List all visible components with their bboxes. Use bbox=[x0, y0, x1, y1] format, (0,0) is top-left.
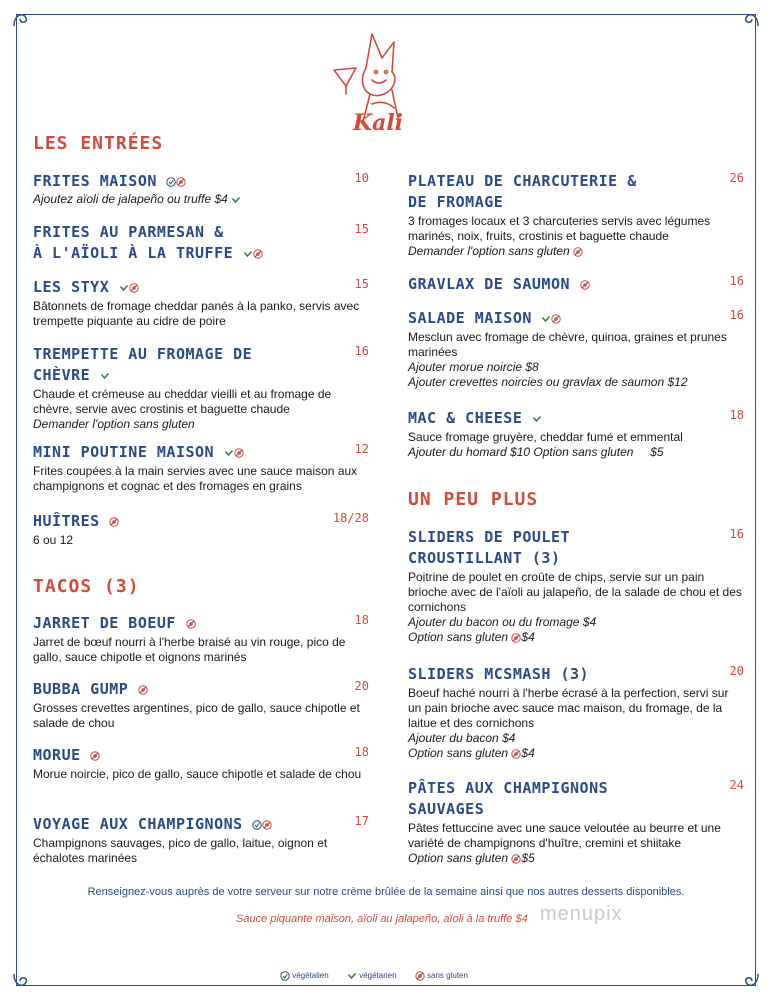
vegetarian-icon bbox=[224, 448, 234, 458]
item-name-line2: À L'AÏOLI À LA TRUFFE bbox=[33, 244, 234, 262]
item-description: Pâtes fettuccine avec une sauce veloutée au beurre et une variété de champignons d'huître, cremini et shiitake bbox=[408, 821, 721, 850]
item-note: Option sans gluten bbox=[408, 851, 509, 865]
gluten-free-icon bbox=[138, 685, 148, 695]
item-name: TREMPETTE AU FROMAGE DE bbox=[33, 345, 253, 363]
vegetarian-icon bbox=[231, 195, 241, 205]
gluten-free-icon bbox=[253, 249, 263, 259]
corner-flourish-icon bbox=[740, 970, 762, 992]
section-title-tacos: TACOS (3) bbox=[33, 576, 140, 597]
menu-item bbox=[408, 408, 744, 460]
item-name: JARRET DE BOEUF bbox=[33, 614, 176, 632]
item-description: Chaude et crémeuse au cheddar vieilli et au fromage de chèvre, servie avec crostinis et baguette chaude bbox=[33, 387, 332, 416]
corner-flourish-icon bbox=[740, 8, 762, 30]
item-price: 24 bbox=[729, 778, 744, 792]
menu-item bbox=[33, 277, 369, 329]
item-note: Ajouter du bacon $4 bbox=[408, 731, 516, 745]
item-price: 15 bbox=[354, 277, 369, 291]
item-name-line2: CROUSTILLANT (3) bbox=[408, 549, 561, 567]
menu-item bbox=[408, 527, 744, 645]
item-name: SLIDERS MCSMASH (3) bbox=[408, 665, 590, 683]
menu-item bbox=[33, 442, 369, 494]
menu-item bbox=[33, 613, 369, 665]
vegetarian-icon bbox=[532, 414, 542, 424]
item-name-line2: SAUVAGES bbox=[408, 800, 485, 818]
gluten-free-icon bbox=[109, 517, 119, 527]
gluten-free-icon bbox=[176, 177, 186, 187]
item-name: FRITES MAISON bbox=[33, 172, 157, 190]
menu-item bbox=[408, 664, 744, 761]
item-name: LES STYX bbox=[33, 278, 110, 296]
menu-item bbox=[33, 222, 369, 264]
item-name: BUBBA GUMP bbox=[33, 680, 129, 698]
item-name: MINI POUTINE MAISON bbox=[33, 443, 215, 461]
kali-dog-logo bbox=[332, 28, 422, 140]
item-price: 18 bbox=[729, 408, 744, 422]
item-price: 20 bbox=[354, 679, 369, 693]
item-name: PÂTES AUX CHAMPIGNONS bbox=[408, 779, 609, 797]
section-title-entrees: LES ENTRÉES bbox=[33, 133, 164, 154]
vegetarian-icon bbox=[100, 371, 110, 381]
watermark: menupix bbox=[540, 903, 623, 925]
menu-item bbox=[33, 511, 369, 548]
desserts-note: Renseignez-vous auprès de votre serveur sur notre crème brûlée de la semaine ainsi que nos autres desserts disponibles. bbox=[87, 886, 685, 898]
item-price: 26 bbox=[729, 171, 744, 185]
item-name: SLIDERS DE POULET bbox=[408, 528, 571, 546]
item-price: 18 bbox=[354, 745, 369, 759]
vegetarian-icon bbox=[541, 314, 551, 324]
menu-item bbox=[408, 274, 744, 295]
item-price: 20 bbox=[729, 664, 744, 678]
diet-legend bbox=[280, 971, 484, 981]
corner-flourish-icon bbox=[10, 8, 32, 30]
item-description: Frites coupées à la main servies avec une sauce maison aux champignons et cognac et des fromages en grains bbox=[33, 464, 358, 493]
item-price: 16 bbox=[729, 527, 744, 541]
item-price: 18 bbox=[354, 613, 369, 627]
item-note: Demander l'option sans gluten bbox=[33, 417, 195, 431]
item-price: 15 bbox=[354, 222, 369, 236]
item-name: VOYAGE AUX CHAMPIGNONS bbox=[33, 815, 243, 833]
item-name: MAC & CHEESE bbox=[408, 409, 523, 427]
item-name: GRAVLAX DE SAUMON bbox=[408, 275, 571, 293]
gluten-free-icon bbox=[511, 749, 521, 759]
gluten-free-icon bbox=[415, 971, 425, 981]
vegetarian-icon bbox=[347, 971, 357, 981]
item-description: Mesclun avec fromage de chèvre, quinoa, graines et prunes marinées bbox=[408, 330, 727, 359]
item-description: Jarret de bœuf nourri à l'herbe braisé au vin rouge, pico de gallo, sauce chipotle et oignons marinés bbox=[33, 635, 346, 664]
gluten-free-icon bbox=[129, 283, 139, 293]
menu-item bbox=[33, 745, 369, 782]
sauce-note: Sauce piquante maison, aïoli au jalapeño, aïoli à la truffe $4 bbox=[236, 913, 528, 925]
item-price: 16 bbox=[729, 308, 744, 322]
gluten-free-icon bbox=[551, 314, 561, 324]
vegan-icon bbox=[252, 820, 262, 830]
item-note: Ajouter morue noircie $8 bbox=[408, 360, 539, 374]
item-note: Ajouter du bacon ou du fromage $4 bbox=[408, 615, 597, 629]
legend-vegetarian: végétarien bbox=[359, 971, 397, 981]
item-name: PLATEAU DE CHARCUTERIE & bbox=[408, 172, 637, 190]
item-description: 6 ou 12 bbox=[33, 533, 74, 547]
item-name: HUÎTRES bbox=[33, 512, 100, 530]
item-description: Grosses crevettes argentines, pico de gallo, sauce chipotle et salade de chou bbox=[33, 701, 360, 730]
menu-item bbox=[33, 344, 369, 432]
vegan-icon bbox=[166, 177, 176, 187]
item-name-line2: DE FROMAGE bbox=[408, 193, 504, 211]
vegetarian-icon bbox=[243, 249, 253, 259]
item-name-line2: CHÈVRE bbox=[33, 366, 91, 384]
menu-item bbox=[408, 171, 744, 259]
menu-item bbox=[33, 814, 369, 866]
corner-flourish-icon bbox=[10, 970, 32, 992]
gluten-free-icon bbox=[90, 751, 100, 761]
section-title-un-peu-plus: UN PEU PLUS bbox=[408, 489, 539, 510]
legend-gluten-free: sans gluten bbox=[427, 971, 468, 981]
item-note-price: $5 bbox=[650, 445, 664, 459]
menu-item bbox=[408, 778, 744, 866]
vegan-icon bbox=[280, 971, 290, 981]
item-price: 12 bbox=[354, 442, 369, 456]
item-price: 16 bbox=[354, 344, 369, 358]
menu-item bbox=[408, 308, 744, 390]
item-note: Ajouter crevettes noircies ou gravlax de saumon $12 bbox=[408, 375, 688, 389]
logo-text: Kali bbox=[352, 110, 404, 136]
item-name: MORUE bbox=[33, 746, 81, 764]
item-note: Option sans gluten bbox=[408, 746, 509, 760]
menu-item bbox=[33, 171, 369, 207]
item-price: 18/28 bbox=[332, 511, 369, 525]
item-note: Demander l'option sans gluten bbox=[408, 244, 570, 258]
item-description: Bâtonnets de fromage cheddar panés à la panko, servis avec trempette piquante au cidre de poire bbox=[33, 299, 360, 328]
item-description: Poitrine de poulet en croûte de chips, servie sur un pain brioche avec de l'aïoli au jalapeño, de la salade de chou et des cornichons bbox=[408, 570, 742, 614]
vegetarian-icon bbox=[119, 283, 129, 293]
item-note: Ajoutez aïoli de jalapeño ou truffe $4 bbox=[33, 192, 228, 206]
item-price: 16 bbox=[729, 274, 744, 288]
item-price: 17 bbox=[354, 814, 369, 828]
item-name: SALADE MAISON bbox=[408, 309, 532, 327]
item-note: Ajouter du homard $10 Option sans gluten bbox=[408, 445, 634, 459]
item-description: 3 fromages locaux et 3 charcuteries servis avec légumes marinés, noix, fruits, crostinis et baguette chaude bbox=[408, 214, 711, 243]
gluten-free-icon bbox=[262, 820, 272, 830]
item-note-price: $4 bbox=[521, 746, 535, 760]
item-description: Champignons sauvages, pico de gallo, laitue, oignon et échalotes marinées bbox=[33, 836, 328, 865]
item-note-price: $5 bbox=[521, 851, 535, 865]
item-description: Boeuf haché nourri à l'herbe écrasé à la perfection, servi sur un pain brioche avec sauce mac maison, du fromage, de la laitue et des cornichons bbox=[408, 686, 729, 730]
menu-item bbox=[33, 679, 369, 731]
gluten-free-icon bbox=[573, 247, 583, 257]
item-description: Sauce fromage gruyère, cheddar fumé et emmental bbox=[408, 430, 683, 444]
item-name: FRITES AU PARMESAN & bbox=[33, 223, 224, 241]
gluten-free-icon bbox=[186, 619, 196, 629]
item-description: Morue noircie, pico de gallo, sauce chipotle et salade de chou bbox=[33, 767, 362, 781]
gluten-free-icon bbox=[580, 280, 590, 290]
item-note-price: $4 bbox=[521, 630, 535, 644]
item-price: 10 bbox=[354, 171, 369, 185]
gluten-free-icon bbox=[234, 448, 244, 458]
gluten-free-icon bbox=[511, 633, 521, 643]
gluten-free-icon bbox=[511, 854, 521, 864]
legend-vegan: végétalien bbox=[292, 971, 329, 981]
item-note: Option sans gluten bbox=[408, 630, 509, 644]
